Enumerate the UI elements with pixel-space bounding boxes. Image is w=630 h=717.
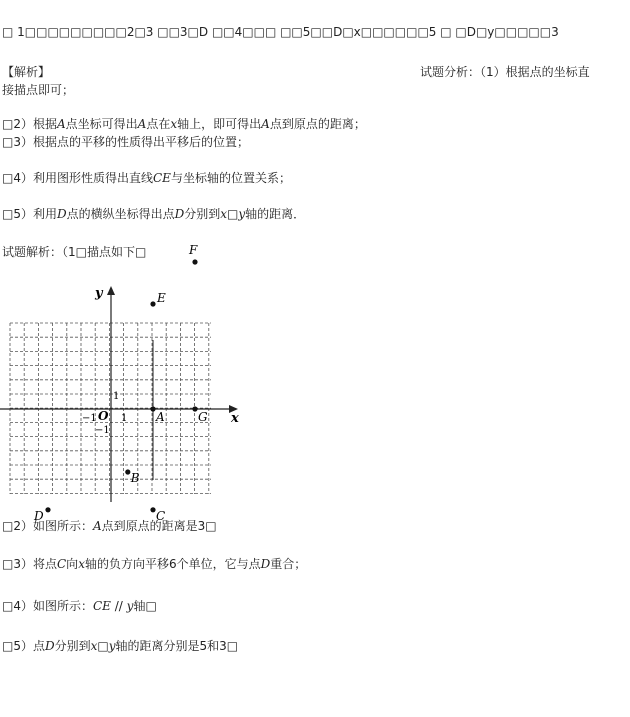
answer-2: □2）如图所示：A点到原点的距离是3□ [2,519,217,533]
tick-label-x-minus1: −1 [82,413,97,424]
analysis-intro-cont: 接描点即可； [2,83,75,97]
tick-label-y-1: 1 [113,391,120,402]
hint-2: □2）根据A点坐标可得出A点在x轴上，即可得出A点到原点的距离； [2,117,366,131]
hint-3: □3）根据点的平移的性质得出平移后的位置； [2,135,249,149]
point-f [192,259,197,264]
hint-4: □4）利用图形性质得出直线CE与坐标轴的位置关系； [2,171,291,185]
point-a [150,406,155,411]
answer-5: □5）点D分别到x□y轴的距离分别是5和3□ [2,639,239,653]
y-axis-arrow-icon [107,286,115,295]
answer-4: □4）如图所示：CE // y轴□ [2,599,157,613]
analysis-heading: 【解析】 [2,65,51,79]
answer-3: □3）将点C向x轴的负方向平移6个单位，它与点D重合； [2,557,307,571]
point-label-d: D [34,508,44,523]
hint-5: □5）利用D点的横纵坐标得出点D分别到x□y轴的距离． [2,207,306,221]
solution-heading: 试题解析：（1□描点如下□ [2,245,147,259]
point-e [150,301,155,306]
point-label-e: E [157,291,166,305]
x-axis-label: x [231,411,239,426]
point-label-f: F [189,243,198,257]
point-d [45,507,50,512]
point-c [150,507,155,512]
point-label-c: C [156,508,166,523]
y-axis-label: y [95,286,103,301]
point-g [192,406,197,411]
point-label-a: A [156,410,165,424]
point-label-g: G [198,410,208,424]
point-b [125,469,130,474]
problem-header-line: □ 1□□□□□□□□□2□3 □□3□D □□4□□□ □□5□□D□x□□□□□□5 □ □D□y□□□□□3 [2,25,559,39]
tick-label-x-1: 1 [121,413,128,424]
plotted-points [33,243,208,523]
analysis-intro: 试题分析：（1）根据点的坐标直 [420,65,590,79]
origin-label: O [98,409,109,423]
point-label-b: B [130,471,140,485]
tick-label-y-minus1: −1 [95,425,110,436]
